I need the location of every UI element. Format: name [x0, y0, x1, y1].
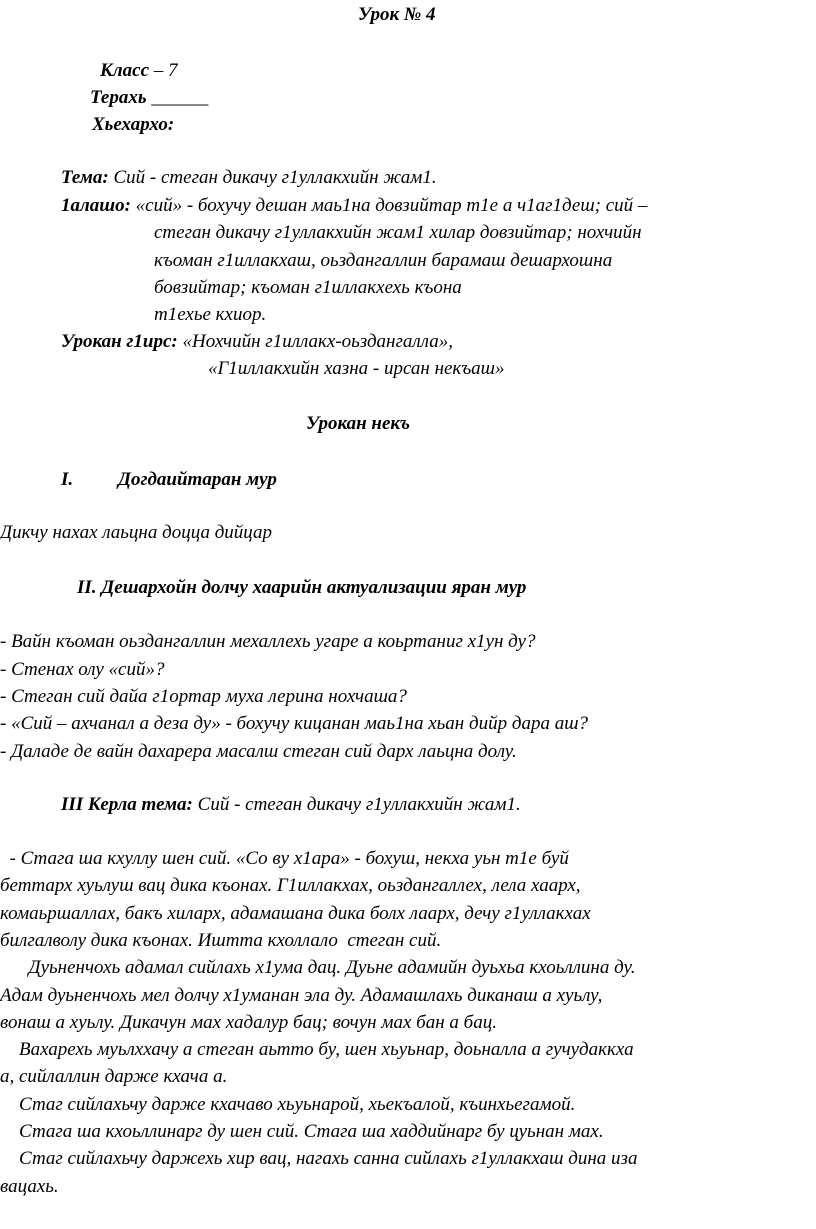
body-line-4: билгалволу дика къонах. Иштта кхоллало стеган сий.	[0, 930, 442, 951]
goals-line-2: стеган дикачу г1уллакхийн жам1 хилар довзийтар; нохчийн	[154, 222, 642, 243]
goals-line-1	[61, 196, 647, 215]
date-label: Терахь	[90, 87, 147, 108]
body-line-10: Стаг сийлахьчу дарже кхачаво хьуьнарой, хьекъалой, къинхьегамой.	[0, 1094, 576, 1115]
date-blank: ______	[151, 87, 209, 108]
section3-line	[61, 795, 521, 814]
goals-label: 1алашо:	[61, 195, 131, 216]
topic-label: Тема:	[61, 167, 109, 188]
body-line-9: а, сийлаллин дарже кхача а.	[0, 1066, 228, 1087]
goals-text-1: «сий» - бохучу дешан маь1на довзийтар т1е а ч1аг1деш; сий –	[135, 195, 648, 216]
body-line-7: вонаш а хуьлу. Дикачун мах хадалур бац; вочун мах бан а бац.	[0, 1012, 497, 1033]
class-value: – 7	[153, 60, 178, 81]
section1-body: Дикчу нахах лаьцна доцца дийцар	[0, 522, 273, 543]
lesson-title: Урок № 4	[358, 4, 436, 25]
body-line-12: Стаг сийлахьчу даржехь хир вац, нагахь санна сийлахь г1уллакхаш дина иза	[0, 1148, 638, 1169]
topic-line	[61, 168, 437, 187]
body-line-13: вацахь.	[0, 1176, 59, 1197]
section2-question-5: - Даладе де вайн дахарера масалш стеган сий дарх лаьцна долу.	[0, 741, 517, 762]
section1-number: I.	[61, 469, 74, 490]
section2-title: II. Дешархойн долчу хаарийн актуализации яран мур	[77, 577, 527, 598]
class-line	[100, 61, 178, 80]
topic-text: Сий - стеган дикачу г1уллакхийн жам1.	[113, 167, 437, 188]
lesson-flow-title: Урокан некъ	[306, 413, 411, 434]
body-line-8: Вахарехь муьлххачу а стеган аьтто бу, шен хьуьнар, доьналла а гучудаккха	[0, 1039, 634, 1060]
section2-question-2: - Стенах олу «сий»?	[0, 659, 165, 680]
body-line-6: Адам дуьненчохь мел долчу х1уманан эла ду. Адамашлахь диканаш а хуьлу,	[0, 985, 603, 1006]
section3-label: III Керла тема:	[61, 794, 193, 815]
teacher-label: Хьехархо:	[92, 114, 175, 135]
section2-question-4: - «Сий – ахчанал а деза ду» - бохучу кицанан маь1на хьан дийр дара аш?	[0, 713, 589, 734]
equipment-label: Урокан г1ирс:	[61, 331, 178, 352]
body-line-1: - Стага ша кхуллу шен сий. «Со ву х1ара» - бохуш, некха уьн т1е буй	[0, 848, 569, 869]
section3-topic: Сий - стеган дикачу г1уллакхийн жам1.	[197, 794, 521, 815]
body-line-3: комаьршаллах, бакъ хиларх, адамашана дика болх лаарх, дечу г1уллакхах	[0, 903, 591, 924]
body-line-11: Стага ша кхоьллинарг ду шен сий. Стага ша хаддийнарг бу цуьнан мах.	[0, 1121, 604, 1142]
goals-line-3: къоман г1иллакхаш, оьздангаллин барамаш дешархошна	[154, 250, 613, 271]
section2-question-3: - Стеган сий дайа г1ортар муха лерина нохчаша?	[0, 686, 407, 707]
body-line-2: беттарх хуьлуш вац дика къонах. Г1иллакхах, оьздангаллех, лела хаарх,	[0, 875, 581, 896]
section1-title: Догдаийтаран мур	[118, 469, 277, 490]
goals-line-4: бовзийтар; къоман г1иллакхехь къона	[154, 277, 462, 298]
date-line	[90, 88, 208, 107]
equipment-line-2: «Г1иллакхийн хазна - ирсан некъаш»	[208, 358, 505, 379]
body-line-5: Дуьненчохь адамал сийлахь х1ума дац. Дуьне адамийн дуьхьа кхоьллина ду.	[0, 957, 636, 978]
goals-line-5: т1ехье кхиор.	[154, 304, 267, 325]
section2-question-1: - Вайн къоман оьздангаллин мехаллехь угаре а коьртаниг х1ун ду?	[0, 631, 536, 652]
class-label: Класс	[100, 60, 150, 81]
equipment-text-1: «Нохчийн г1иллакх-оьздангалла»,	[182, 331, 453, 352]
equipment-line-1	[61, 332, 453, 351]
